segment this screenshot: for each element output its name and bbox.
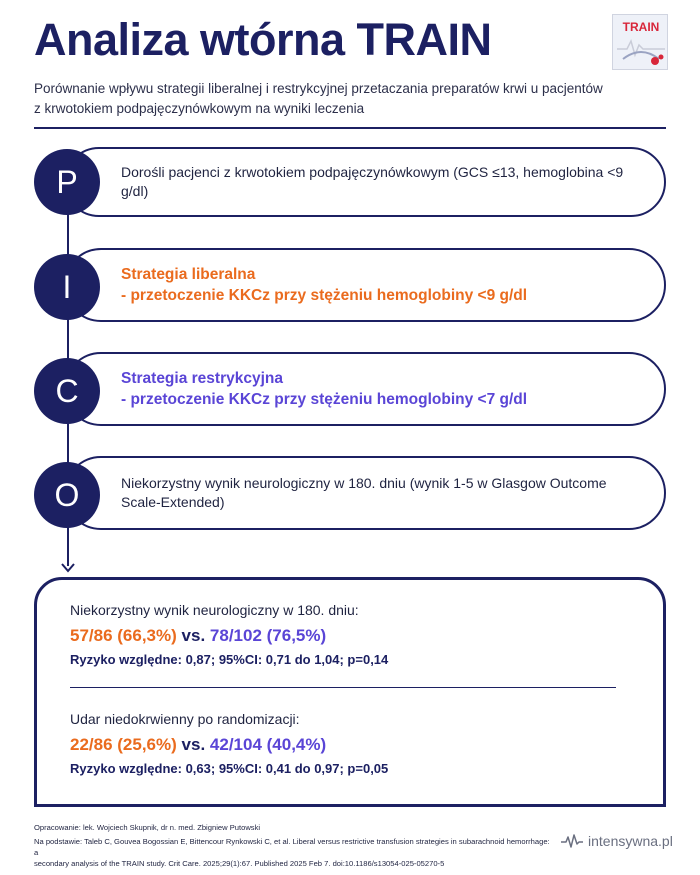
subtitle: [34, 79, 634, 119]
result-2-risk: Ryzyko względne: 0,63; 95%CI: 0,41 do 0,97; p=0,05: [70, 761, 389, 776]
result-1-vs: vs.: [181, 626, 206, 645]
footer-prepared-by: Opracowanie: lek. Wojciech Skupnik, dr n. med. Zbigniew Putowski: [34, 823, 261, 832]
subtitle-line-2: z krwotokiem podpajęczynówkowym na wyniki leczenia: [34, 101, 365, 116]
pico-letter-i: I: [34, 254, 100, 320]
pico-text-p: Dorośli pacjenci z krwotokiem podpajęczynówkowym (GCS ≤13, hemoglobina <9 g/dl): [121, 164, 624, 199]
result-1-liberal: 57/86 (66,3%): [70, 626, 177, 645]
page-title: Analiza wtórna TRAIN: [34, 14, 492, 65]
footer-source-line-1: Na podstawie: Taleb C, Gouvea Bogossian E, Bittencour Rynkowski C, et al. Liberal versus restrictive transfusion strategies in subarachnoid hemorrhage: a: [34, 837, 550, 857]
result-2-restrictive: 42/104 (40,4%): [209, 735, 327, 754]
pico-letter-c: C: [34, 358, 100, 424]
arrow-down-icon: [61, 563, 75, 573]
heartbeat-icon: [560, 832, 584, 850]
pico-text-i-line-2: - przetoczenie KKCz przy stężeniu hemoglobiny <9 g/dl: [121, 287, 528, 304]
subtitle-line-1: Porównanie wpływu strategii liberalnej i restrykcyjnej przetaczania preparatów krwi u pacjentów: [34, 81, 603, 96]
title-divider: [34, 127, 666, 129]
pico-box-o: [64, 456, 666, 530]
brand-text: intensywna.pl: [588, 833, 673, 849]
result-2-label: Udar niedokrwienny po randomizacji:: [70, 711, 300, 727]
pico-text-c-line-1: Strategia restrykcyjna: [121, 370, 283, 387]
result-neurological-outcome: [70, 602, 388, 667]
result-1-label: Niekorzystny wynik neurologiczny w 180. dniu:: [70, 602, 359, 618]
result-2-liberal: 22/86 (25,6%): [70, 735, 177, 754]
pico-letter-p: P: [34, 149, 100, 215]
pico-box-p: [64, 147, 666, 217]
result-2-vs: vs.: [181, 735, 206, 754]
pico-box-i: [64, 248, 666, 322]
train-study-logo-icon: [612, 14, 668, 70]
pico-text-o-line-1: Niekorzystny wynik neurologiczny w 180. dniu (wynik 1-5 w Glasgow Outcome: [121, 475, 607, 491]
result-1-restrictive: 78/102 (76,5%): [209, 626, 327, 645]
results-divider: [70, 687, 616, 688]
pico-box-c: [64, 352, 666, 426]
pico-text-o-line-2: Scale-Extended): [121, 494, 225, 510]
pico-text-c-line-2: - przetoczenie KKCz przy stężeniu hemoglobiny <7 g/dl: [121, 391, 528, 408]
results-panel: [34, 577, 666, 807]
brand-link[interactable]: [560, 832, 673, 850]
result-1-risk: Ryzyko względne: 0,87; 95%CI: 0,71 do 1,04; p=0,14: [70, 652, 389, 667]
footer-citation: [34, 822, 554, 869]
footer-source-line-2: secondary analysis of the TRAIN study. Crit Care. 2025;29(1):67. Published 2025 Feb 7. doi:10.1186/s13054-025-05270-5: [34, 859, 445, 868]
result-1-values: [70, 626, 388, 646]
pico-text-i-line-1: Strategia liberalna: [121, 266, 256, 283]
result-ischemic-stroke: [70, 711, 388, 776]
result-2-values: [70, 735, 388, 755]
pico-letter-o: O: [34, 462, 100, 528]
logo-text: TRAIN: [622, 20, 660, 34]
